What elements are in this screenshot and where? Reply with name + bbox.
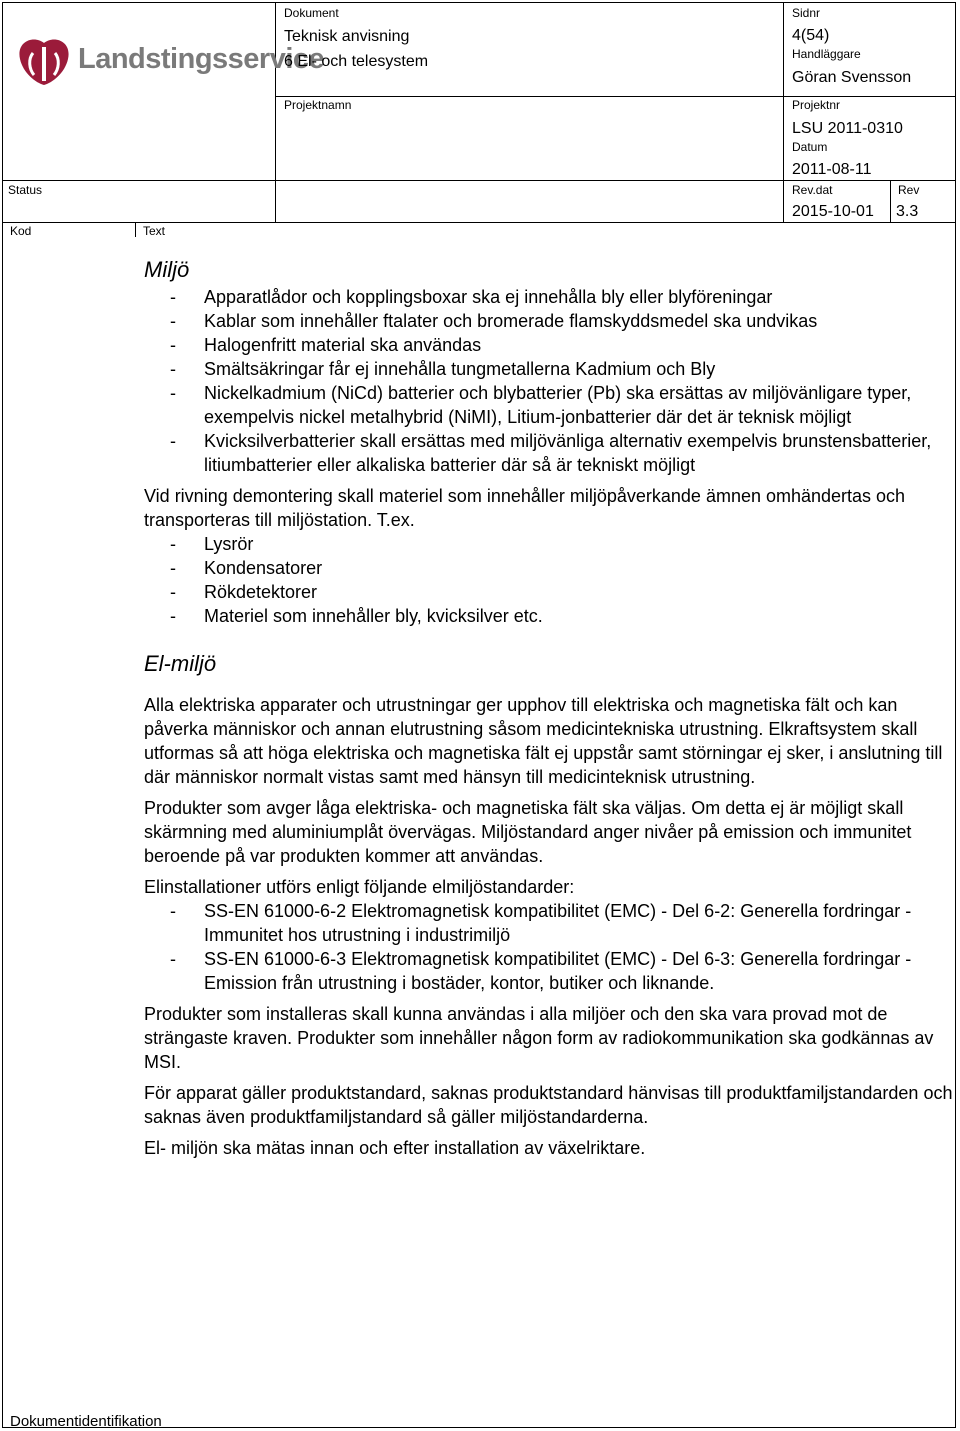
list-item: - SS-EN 61000-6-3 Elektromagnetisk kompatibilitet (EMC) - Del 6-3: Generella fordringar - Emission från utrustning i bostäder, kontor, butiker och liknande. [170, 949, 912, 993]
header-rule-2 [2, 180, 956, 181]
projektnr-value: LSU 2011-0310 [792, 120, 903, 137]
document-body [144, 256, 954, 1167]
header-divider-1 [275, 2, 276, 222]
kod-label: Kod [10, 224, 32, 238]
list-item-text: Nickelkadmium (NiCd) batterier och blybatterier (Pb) ska ersättas av miljövänligare typer, exempelvis nickel metalhybrid (NiMI), Litium-jonbatterier där det är teknisk möjligt [204, 383, 912, 427]
list-item-text: Apparatlådor och kopplingsboxar ska ej innehålla bly eller blyföreningar [204, 287, 773, 307]
list-item-text: Rökdetektorer [204, 582, 318, 602]
el-miljo-paragraph-1: Alla elektriska apparater och utrustningar ger upphov till elektriska och magnetiska fält och kan påverka människor och annan elutrustning såsom medicintekniska utrustning. Elkraftsystem skall utformas så att höga elektriska och magnetiska fält ej uppstår samt störningar ej sker, i anslutning till där människor normalt vistas samt med hänsyn till medicinteknisk utrustning. [144, 695, 943, 787]
header-rule-1 [275, 96, 956, 97]
list-item-text: Smältsäkringar får ej innehålla tungmetallerna Kadmium och Bly [204, 359, 716, 379]
standards-list [144, 899, 954, 995]
status-label: Status [8, 183, 43, 197]
dokument-line1: Teknisk anvisning [284, 28, 410, 45]
el-miljo-paragraph-2: Produkter som avger låga elektriska- och magnetiska fält ska väljas. Om detta ej är möjligt skall skärmning med aluminiumplåt övervägas. Miljöstandard anger nivåer på emission och immunitet beroende på var produkten kommer att användas. [144, 798, 912, 866]
dokument-label: Dokument [284, 6, 339, 20]
datum-label: Datum [792, 140, 828, 154]
header-divider-2 [783, 2, 784, 222]
section-title-miljo: Miljö [144, 257, 190, 282]
el-miljo-paragraph-3: Produkter som installeras skall kunna användas i alla miljöer och den ska vara provad mot de strängaste kraven. Produkter som innehåller någon form av radiokommunikation ska godkännas av MSI. [144, 1004, 934, 1072]
logo-wordmark: Landstingsservice [78, 43, 325, 75]
projektnr-label: Projektnr [792, 98, 841, 112]
datum-value: 2011-08-11 [792, 161, 872, 178]
list-item-text: Kondensatorer [204, 558, 323, 578]
standards-intro: Elinstallationer utförs enligt följande elmiljöstandarder: [144, 877, 575, 897]
el-miljo-paragraph-4: För apparat gäller produktstandard, saknas produktstandard hänvisas till produktfamiljstandarden och saknas även produktfamiljstandard så gäller miljöstandarderna. [144, 1083, 953, 1127]
list-item: - Kvicksilverbatterier skall ersättas med miljövänliga alternativ exempelvis brunstensbatterier, litiumbatterier eller alkaliska batterier där så är tekniskt möjligt [170, 431, 932, 475]
revdat-label: Rev.dat [792, 183, 833, 197]
list-item-text: SS-EN 61000-6-2 Elektromagnetisk kompatibilitet (EMC) - Del 6-2: Generella fordringar - Immunitet hos utrustning i industrimiljö [204, 901, 912, 945]
projektnamn-label: Projektnamn [284, 98, 352, 112]
list-item: - SS-EN 61000-6-2 Elektromagnetisk kompatibilitet (EMC) - Del 6-2: Generella fordringar - Immunitet hos utrustning i industrimiljö [170, 901, 912, 945]
revdat-value: 2015-10-01 [792, 203, 874, 220]
handlaggare-label: Handläggare [792, 47, 861, 61]
header-divider-kod [135, 222, 136, 237]
header-divider-3 [890, 180, 891, 222]
list-item-text: Kablar som innehåller ftalater och bromerade flamskyddsmedel ska undvikas [204, 311, 818, 331]
landstingsservice-logo [16, 37, 325, 87]
list-item-text: Lysrör [204, 534, 254, 554]
list-item: - Kondensatorer [170, 558, 323, 578]
list-item: - Smältsäkringar får ej innehålla tungmetallerna Kadmium och Bly [170, 359, 716, 379]
list-item-text: Halogenfritt material ska användas [204, 335, 482, 355]
list-item-text: Materiel som innehåller bly, kvicksilver etc. [204, 606, 543, 626]
list-item: - Kablar som innehåller ftalater och bromerade flamskyddsmedel ska undvikas [170, 311, 818, 331]
handlaggare-value: Göran Svensson [792, 69, 912, 86]
list-item: - Rökdetektorer [170, 582, 318, 602]
section-title-el-miljo: El-miljö [144, 651, 217, 676]
rev-label: Rev [898, 183, 920, 197]
hazardous-items-list [144, 532, 954, 628]
list-item: - Apparatlådor och kopplingsboxar ska ej innehålla bly eller blyföreningar [170, 287, 773, 307]
sidnr-label: Sidnr [792, 6, 821, 20]
header-rule-3 [2, 222, 956, 223]
list-item: - Halogenfritt material ska användas [170, 335, 482, 355]
dokument-line2: 6 El- och telesystem [284, 53, 429, 70]
rev-value: 3.3 [896, 203, 919, 220]
el-miljo-paragraph-5: El- miljön ska mätas innan och efter installation av växelriktare. [144, 1138, 646, 1158]
list-item: - Materiel som innehåller bly, kvicksilver etc. [170, 606, 543, 626]
text-label: Text [143, 224, 166, 238]
list-item-text: Kvicksilverbatterier skall ersättas med miljövänliga alternativ exempelvis brunstensbatterier, litiumbatterier eller alkaliska batterier där så är tekniskt möjligt [204, 431, 932, 475]
footer-document-id-label: Dokumentidentifikation [10, 1413, 162, 1430]
list-item: - Nickelkadmium (NiCd) batterier och blybatterier (Pb) ska ersättas av miljövänligare typer, exempelvis nickel metalhybrid (NiMI), Litium-jonbatterier där det är teknisk möjligt [170, 383, 912, 427]
rivning-paragraph: Vid rivning demontering skall materiel som innehåller miljöpåverkande ämnen omhändertas och transporteras till miljöstation. T.ex. [144, 486, 906, 530]
list-item-text: SS-EN 61000-6-3 Elektromagnetisk kompatibilitet (EMC) - Del 6-3: Generella fordringar - Emission från utrustning i bostäder, kontor, butiker och liknande. [204, 949, 912, 993]
list-item: - Lysrör [170, 534, 254, 554]
logo-mark-icon [16, 37, 72, 87]
sidnr-value: 4(54) [792, 27, 830, 44]
miljo-requirements-list [144, 285, 954, 477]
